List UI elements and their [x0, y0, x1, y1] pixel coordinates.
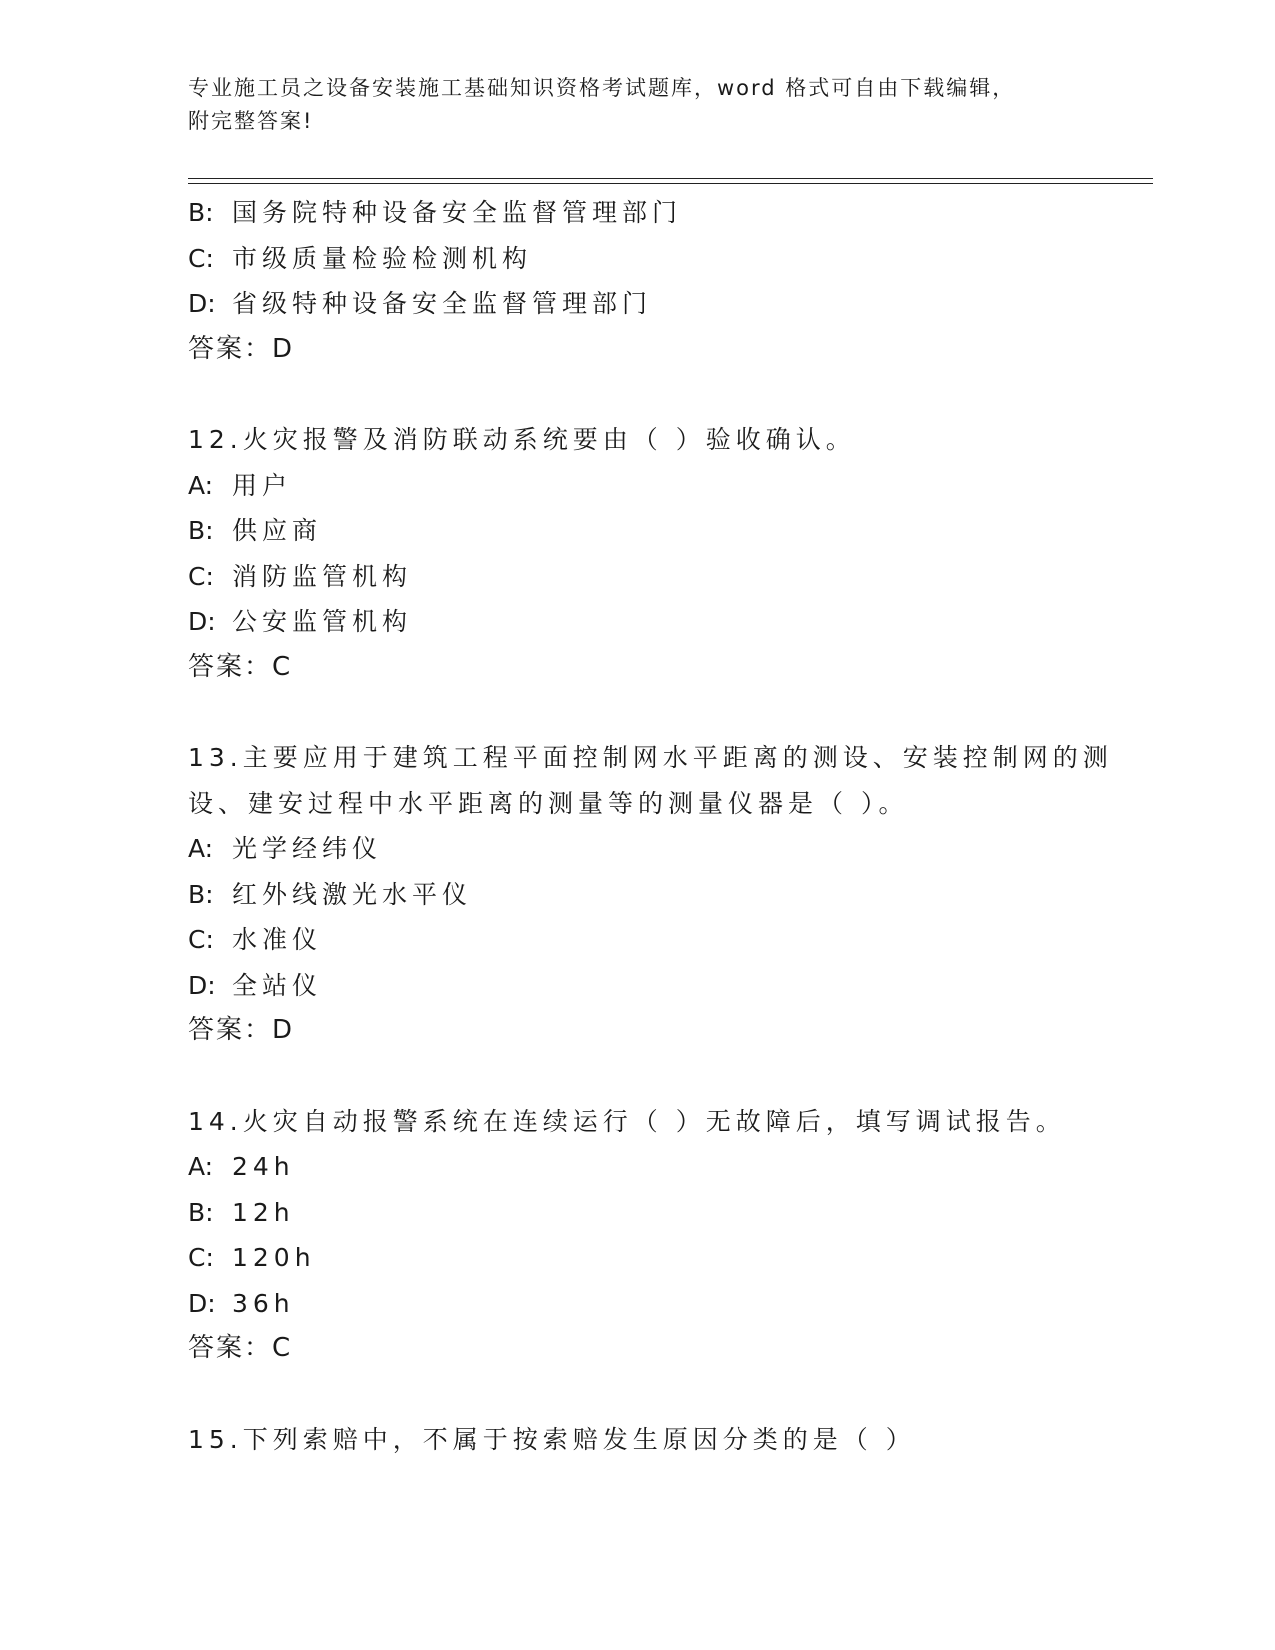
option-item	[188, 599, 1153, 645]
question-block	[188, 190, 1153, 372]
answer-text: 答案：C	[188, 1333, 293, 1363]
answer-text: 答案：D	[188, 333, 295, 364]
option-key: D:	[188, 289, 216, 318]
question-text: 13.主要应用于建筑工程平面控制网水平距离的测设、安装控制网的测	[188, 743, 1113, 772]
option-text: 红外线激光水平仪	[232, 879, 473, 909]
option-item	[188, 1144, 1153, 1190]
option-key: B:	[188, 516, 214, 545]
option-key: C:	[188, 1243, 214, 1272]
option-key: B:	[188, 879, 214, 909]
option-key: A:	[188, 1152, 214, 1181]
document-header	[188, 72, 1088, 138]
option-key: D:	[188, 607, 216, 636]
answer-text: 答案：D	[188, 1015, 295, 1045]
header-line-1: 专业施工员之设备安装施工基础知识资格考试题库，word 格式可自由下载编辑，	[188, 76, 1016, 100]
option-item	[188, 963, 1153, 1009]
option-key: B:	[188, 1197, 214, 1227]
question-text: 15.下列索赔中，不属于按索赔发生原因分类的是（ ）	[188, 1424, 916, 1454]
option-text: 供应商	[232, 516, 323, 545]
question-block	[188, 1099, 1153, 1372]
option-key: C:	[188, 243, 214, 273]
option-item	[188, 508, 1153, 554]
question-text: 12.火灾报警及消防联动系统要由（ ）验收确认。	[188, 425, 856, 454]
question-block	[188, 735, 1153, 1054]
option-item	[188, 1235, 1153, 1281]
option-item	[188, 190, 1153, 236]
option-text: 用户	[232, 470, 293, 500]
option-key: A:	[188, 834, 214, 863]
option-item	[188, 826, 1153, 872]
option-item	[188, 463, 1153, 509]
option-text: 国务院特种设备安全监督管理部门	[232, 198, 683, 227]
option-text: 12h	[232, 1197, 295, 1227]
option-text: 消防监管机构	[232, 561, 413, 591]
option-key: C:	[188, 925, 214, 954]
question-text: 14.火灾自动报警系统在连续运行（ ）无故障后，填写调试报告。	[188, 1106, 1066, 1136]
option-text: 水准仪	[232, 925, 323, 954]
question-text: 设、建安过程中水平距离的测量等的测量仪器是（ ）。	[188, 788, 909, 818]
option-key: C:	[188, 561, 214, 591]
option-item	[188, 236, 1153, 282]
header-rule-top	[188, 178, 1153, 179]
option-text: 省级特种设备安全监督管理部门	[232, 289, 653, 318]
option-text: 公安监管机构	[232, 607, 413, 636]
option-text: 市级质量检验检测机构	[232, 243, 533, 273]
option-key: A:	[188, 470, 214, 500]
block-spacer	[188, 372, 1153, 417]
block-spacer	[188, 690, 1153, 735]
option-item	[188, 1190, 1153, 1236]
block-spacer	[188, 1372, 1153, 1417]
header-line-2: 附完整答案!	[188, 109, 314, 133]
answer-text: 答案：C	[188, 651, 293, 682]
block-spacer	[188, 1054, 1153, 1099]
option-item	[188, 872, 1153, 918]
option-text: 全站仪	[232, 970, 323, 1000]
question-block	[188, 417, 1153, 690]
question-block	[188, 1417, 1153, 1463]
option-key: D:	[188, 1288, 216, 1318]
option-key: B:	[188, 198, 214, 227]
question-list	[188, 190, 1153, 1462]
option-item	[188, 554, 1153, 600]
option-text: 24h	[232, 1152, 295, 1181]
option-text: 120h	[232, 1243, 316, 1272]
option-text: 光学经纬仪	[232, 834, 383, 863]
option-text: 36h	[232, 1288, 295, 1318]
option-key: D:	[188, 970, 216, 1000]
header-rule-bottom	[188, 183, 1153, 184]
option-item	[188, 1281, 1153, 1327]
option-item	[188, 281, 1153, 327]
option-item	[188, 917, 1153, 963]
